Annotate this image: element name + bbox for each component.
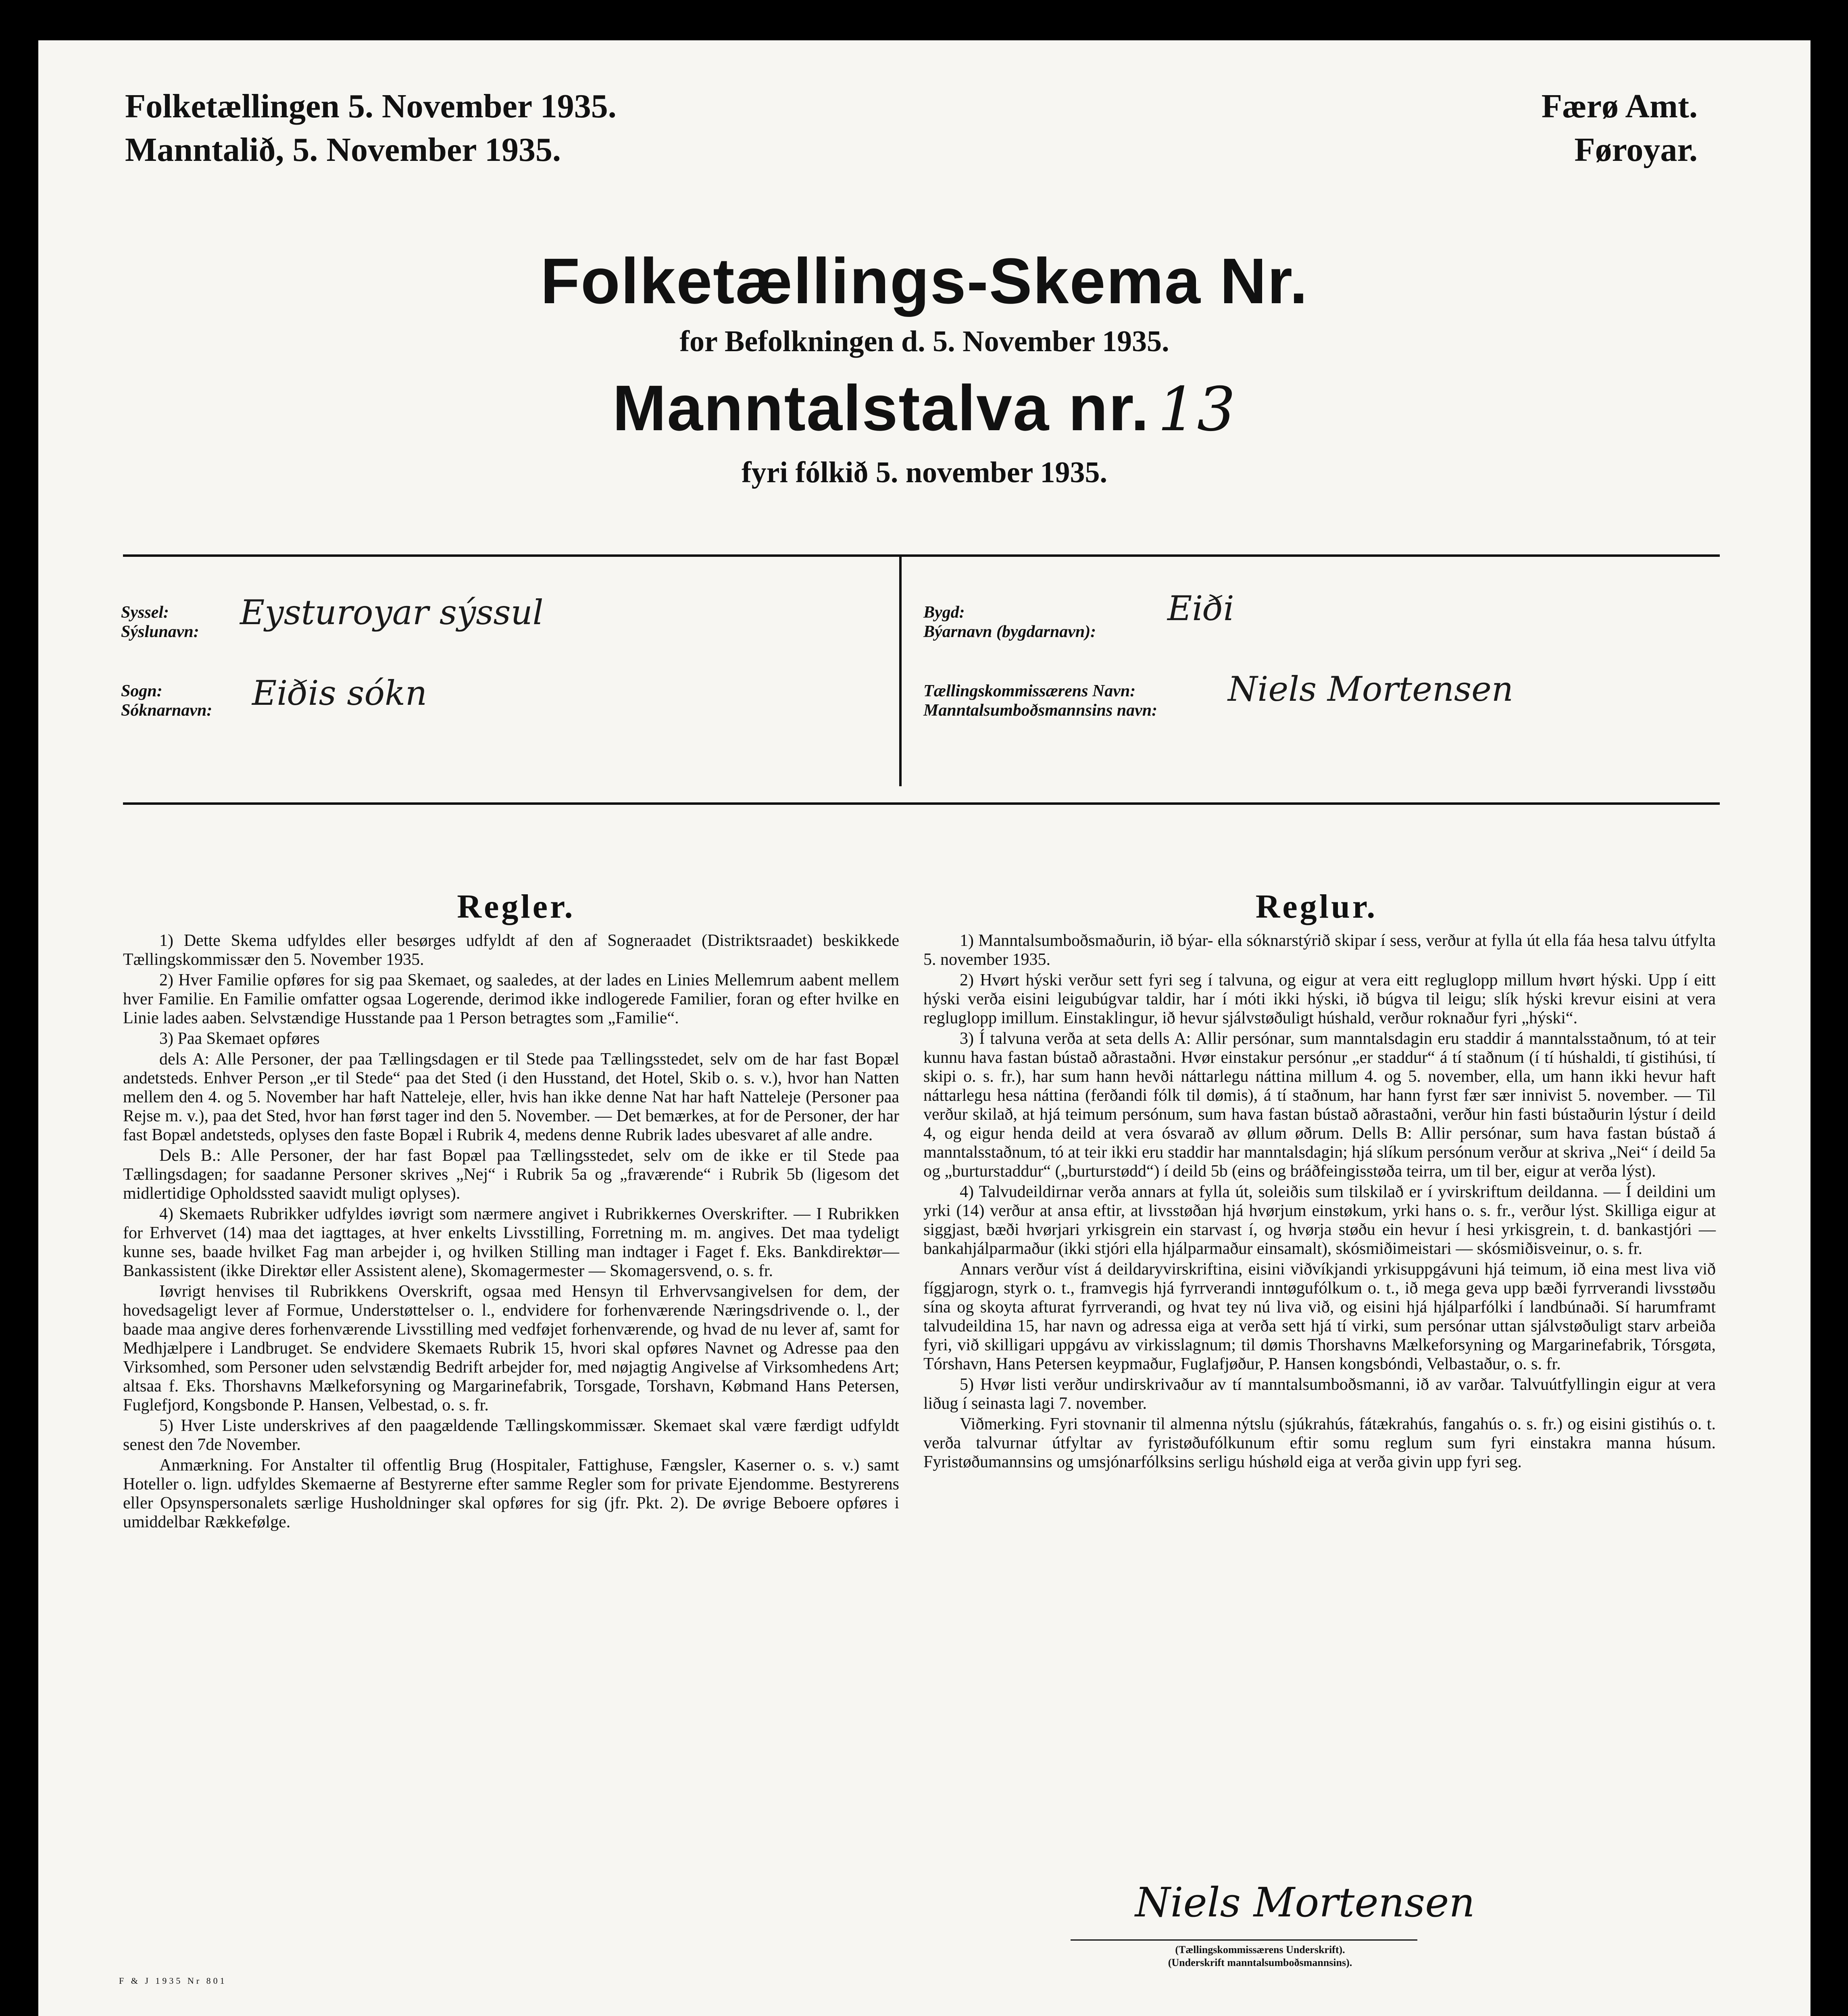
handwritten-form-number: 13 (1158, 375, 1237, 445)
bygd-value: Eiði (1167, 589, 1234, 628)
syssel-value: Eysturoyar sýssul (240, 593, 544, 632)
rule-faroese-4: 4) Talvudeildirnar verða annars at fylla út, soleiðis sum tilskilað er í yvirskriftum deildanna. — Í deildini um yrki (14) verður at ansa eftir, at livsstøðan hjá hvørjum einstøkum, yrki hans o. s. fr., verður lýst. Skilliga eigur at siggjast, bæði hvørjari yrkisgrein ein starvast í, og hvørja støðu ein hevur í hesi yrkisgrein, t. d. bankastjóri — bankahjálparmaður (ikki stjóri ella hjálparmaður einsamalt), skósmiðimeistari — skósmiðisveinur, o. s. fr. (923, 1183, 1716, 1258)
umbodsmann-label: Manntalsumboðsmannsins navn: (923, 701, 1158, 720)
signature-handwritten: Niels Mortensen (1135, 1879, 1475, 1926)
signature-caption-faroese: (Underskrift manntalsumboðsmannsins). (1168, 1957, 1352, 1968)
rules-danish-title: Regler. (457, 888, 575, 925)
header-right-line2: Føroyar. (1574, 131, 1698, 169)
rule-danish-4: 4) Skemaets Rubrikker udfyldes iøvrigt som nærmere angivet i Rubrikkernes Overskrifter. — I Rubrikken for Erhvervet (14) maa det iagttages, at hver enkelts Livsstilling, Forretning m. m. angives. Det maa tydeligt kunne ses, baade hvilket Fag man arbejder i, og hvilken Stilling man indtager i Faget f. Eks. Bankdirektør—Bankassistent (ikke Direktør eller Assistent alene), Skomagermester — Skomagersvend, o. s. fr. (123, 1205, 899, 1280)
header-right (1542, 85, 1698, 172)
syslunavn-label: Sýslunavn: (121, 623, 199, 641)
rule-faroese-5: 5) Hvør listi verður undirskrivaður av tí manntalsumboðsmanni, ið av varðar. Talvuútfyllingin eigur at vera liðug í seinasta lagi 7. november. (923, 1375, 1716, 1413)
header-left (125, 85, 617, 172)
title-faroese-text: Manntalstalva nr. (612, 372, 1150, 444)
bygd-labels (923, 603, 1096, 641)
kommissaer-value: Niels Mortensen (1228, 669, 1513, 709)
signature-caption-danish: (Tællingskommissærens Underskrift). (1175, 1944, 1345, 1956)
rule-danish-5: 5) Hver Liste underskrives af den paagældende Tællingskommissær. Skemaet skal være færdigt udfyldt senest den 7de November. (123, 1416, 899, 1454)
header-left-line2: Manntalið, 5. November 1935. (125, 131, 561, 169)
rule-danish-1: 1) Dette Skema udfyldes eller besørges udfyldt af den af Sogneraadet (Distriktsraadet) beskikkede Tællingskommissær den 5. November 1935. (123, 931, 899, 969)
title-faroese (38, 371, 1810, 445)
rule-bottom (123, 802, 1720, 805)
rule-faroese-2: 2) Hvørt hýski verður sett fyri seg í talvuna, og eigur at vera eitt regluglopp millum hvørt hýski. Upp í eitt hýski verða eisini leigubúgvar taldir, har í móti ikki hýski, ið búgva til leigu; slík hýski krevur eisini at vera regluglopp imillum. Einstaklingur, ið hevur sjálvstøðuligt húshald, verður roknaður fyri „hýski“. (923, 971, 1716, 1027)
printer-mark: F & J 1935 Nr 801 (119, 1976, 227, 1986)
sogn-labels (121, 681, 212, 720)
rules-danish-column (123, 931, 899, 1533)
header-right-line1: Færø Amt. (1541, 87, 1698, 125)
rule-top (123, 554, 1720, 557)
rule-faroese-note: Viðmerking. Fyri stovnanir til almenna nýtslu (sjúkrahús, fátækrahús, fangahús o. s. fr.) og eisini gistihús o. t. verða talvurnar útfyltar av fyristøðufólkunum eftir somu reglum sum fyri einstakra manna húsum. Fyristøðumannsins og umsjónarfólksins serligu húshøld eiga at verða givin upp fyri seg. (923, 1415, 1716, 1471)
rule-danish-note: Anmærkning. For Anstalter til offentlig Brug (Hospitaler, Fattighuse, Fængsler, Kaserner o. s. v.) samt Hoteller o. lign. udfyldes Skemaerne af Bestyrerne efter samme Regler som for private Ejendomme. Bestyrerens eller Opsynspersonalets særlige Husholdninger skal opføres for sig (jfr. Pkt. 2). De øvrige Beboere opføres i umiddelbar Rækkefølge. (123, 1456, 899, 1531)
bygd-label: Bygd: (923, 603, 965, 622)
sogn-label: Sogn: (121, 682, 163, 700)
header-left-line1: Folketællingen 5. November 1935. (125, 87, 617, 125)
subtitle-faroese: fyri fólkið 5. november 1935. (741, 456, 1108, 489)
soknarnavn-label: Sóknarnavn: (121, 701, 213, 720)
rule-faroese-3: 3) Í talvuna verða at seta dells A: Allir persónar, sum manntalsdagin eru staddir á manntalsstaðnum, tó at teir kunnu hava fastan bústað aðrastaðni. Hvør einstakur persónur „er staddur“ á tí staðnum (í tí húshaldi, tí gistihúsi, tí skipi o. s. fr.), har sum hann hevði náttarlegu náttina millum 4. og 5. november, ella, um hann ikki hevur haft náttarlegu hesa náttina (ferðandi fólk til dømis), á tí staðnum, har hann fyrst fær sær innivist 5. november. — Til verður skilað, at hjá teimum persónum, sum hava fastan bústað aðrastaðni, verður hin fasti bústaðurin lýstur í deild 4, og eigur henda deild at vera ósvarað av øllum øðrum. Dells B: Allir persónar, sum hava fastan bústað á manntalsstaðnum, tó at teir ikki eru staddir har manntalsdagin; hjá slíkum persónum verður at skriva „Nei“ í deild 5a og „burturstaddur“ („burturstødd“) í deild 5b (eins og bráðfeingisstøða teirra, um til ber, eigur at verða lýst). (923, 1029, 1716, 1181)
title-danish: Folketællings-Skema Nr. (540, 245, 1308, 317)
syssel-label: Syssel: (121, 603, 169, 622)
rules-faroese-title: Reglur. (1255, 888, 1378, 925)
kommissaer-labels (923, 681, 1157, 720)
rule-danish-3a: dels A: Alle Personer, der paa Tællingsdagen er til Stede paa Tællingsstedet, selv om de har fast Bopæl andetsteds. Enhver Person „er til Stede“ paa det Sted (i den Husstand, det Hotel, Skib o. s. v.), hvor han Natten mellem den 4. og 5. November har haft Natteleje, eller, hvis han ikke denne Nat har haft Natteleje (Personer paa Rejse m. v.), paa det Sted, hvor han først tager ind den 5. November. — Det bemærkes, at for de Personer, der har fast Bopæl andetsteds, oplyses den faste Bopæl i Rubrik 4, medens denne Rubrik lades ubesvaret af alle andre. (123, 1050, 899, 1144)
syssel-labels (121, 603, 199, 641)
sogn-value: Eiðis sókn (252, 673, 427, 713)
signature-line (1071, 1939, 1417, 1941)
subtitle-danish: for Befolkningen d. 5. November 1935. (679, 325, 1169, 358)
rule-danish-4b: Iøvrigt henvises til Rubrikkens Overskrift, ogsaa med Hensyn til Erhvervsangivelsen for dem, der hovedsageligt lever af Formue, Understøttelser o. l., endvidere for forhenværende Næringsdrivende o. l., der baade maa angive deres forhenværende Livsstilling med vedføjet forhenværende, og hvad de nu lever af, samt for Medhjælpere i Landbruget. Se endvidere Skemaets Rubrik 15, hvori skal opføres Navnet og Adresse paa den Virksomhed, som Personer uden selvstændig Bedrift arbejder for, med nøjagtig Angivelse af Virksomhedens Art; altsaa f. Eks. Thorshavns Mælkeforsyning og Margarinefabrik, Torsgade, Torshavn, Købmand Hans Petersen, Fuglefjord, Kongsbonde P. Hansen, Velbestad, o. s. fr. (123, 1282, 899, 1414)
rule-faroese-4b: Annars verður víst á deildaryvirskriftina, eisini viðvíkjandi yrkisuppgávuni hjá teimum, ið eina mest liva við fíggjarogn, styrk o. t., framvegis hjá fyrrverandi inntøgufólkum o. t., ið mega geva upp bæði fyrrverandi livsstøðu sína og skoyta afturat fyrrverandi, og hvat tey nú liva við, og eisini hjá hjálparfólki í landbúnaði. Sí harumframt talvudeildina 15, har navn og adressa eiga at verða sett hjá tí virki, sum persónar uttan sjálvstøðuligt starv arbeiða fyri, við skilligari uppgávu av virkisslagnum; til dømis Thorshavns Mælkeforsyning og Margarinefabrik, Tórsgøta, Tórshavn, Hans Petersen keypmaður, Fuglafjøður, P. Hansen kongsbóndi, Velbastaður, o. s. fr. (923, 1260, 1716, 1373)
census-form-page (38, 40, 1810, 2016)
rule-danish-3b: Dels B.: Alle Personer, der har fast Bopæl paa Tællingsstedet, selv om de ikke er til Stede paa Tællingsdagen; for saadanne Personer skrives „Nej“ i Rubrik 5a og „fraværende“ i Rubrik 5b (ligesom det midlertidige Opholdssted saavidt muligt oplyses). (123, 1146, 899, 1203)
rule-danish-2: 2) Hver Familie opføres for sig paa Skemaet, og saaledes, at der lades en Linies Mellemrum aabent mellem hver Familie. En Familie omfatter ogsaa Logerende, derimod ikke indlogerede Familier, foran og efter hvilke en Linie lades aaben. Selvstændige Husstande paa 1 Person betragtes som „Familie“. (123, 971, 899, 1027)
signature-captions (1127, 1943, 1393, 1969)
byarnavn-label: Býarnavn (bygdarnavn): (923, 623, 1096, 641)
rule-divider (899, 556, 902, 786)
rule-danish-3: 3) Paa Skemaet opføres (159, 1029, 320, 1048)
rules-faroese-column (923, 931, 1716, 1473)
kommissaer-label: Tællingskommissærens Navn: (923, 682, 1136, 700)
rule-faroese-1: 1) Manntalsumboðsmaðurin, ið býar- ella sóknarstýrið skipar í sess, verður at fylla út ella fáa hesa talvu útfylta 5. november 1935. (923, 931, 1716, 969)
